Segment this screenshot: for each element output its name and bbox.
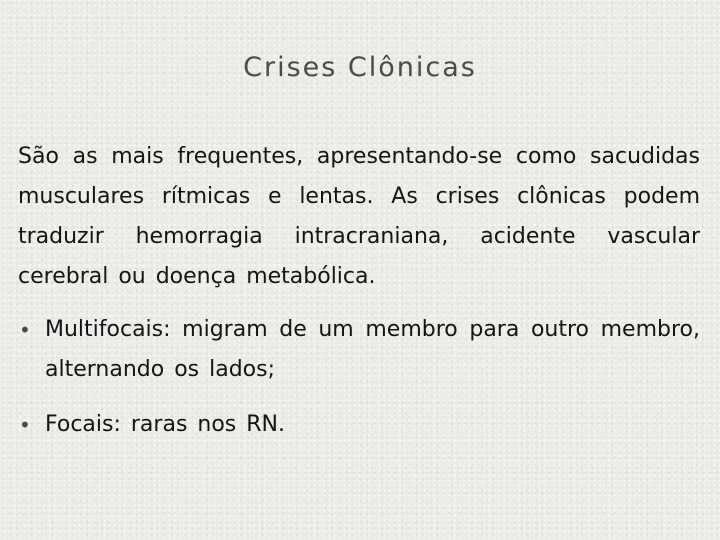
bullet-text: Focais: raras nos RN.	[45, 412, 285, 437]
bullet-item-focais	[18, 405, 700, 445]
bullet-list	[18, 310, 700, 445]
intro-paragraph: São as mais frequentes, apresentando-se como sacudidas musculares rítmicas e lentas. As crises clônicas podem traduzir hemorragia intracraniana, acidente vascular cerebral ou doença metabólica.	[18, 144, 700, 289]
bullet-icon: •	[19, 318, 31, 342]
bullet-item-multifocais	[18, 310, 700, 390]
slide-title: Crises Clônicas	[243, 52, 477, 83]
bullet-icon: •	[19, 413, 31, 437]
bullet-text: Multifocais: migram de um membro para outro membro, alternando os lados;	[45, 317, 700, 382]
